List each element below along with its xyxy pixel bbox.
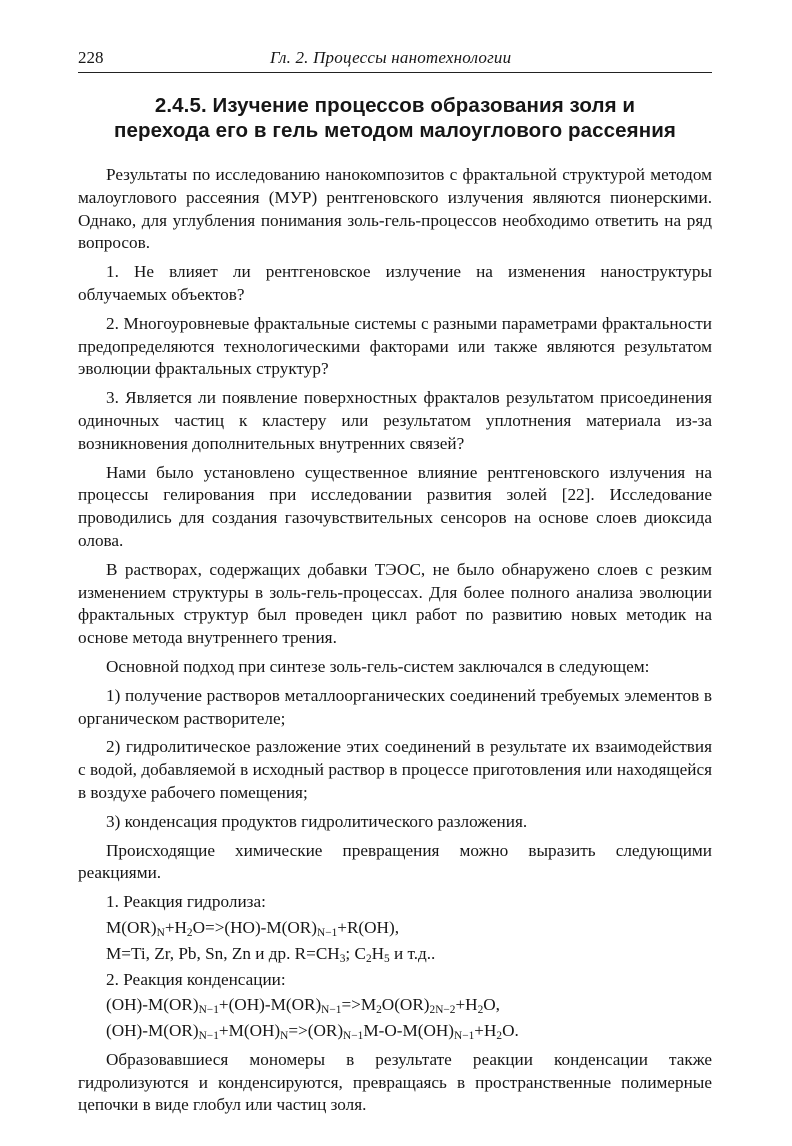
section-body <box>78 164 712 1117</box>
reactions-paragraph: Происходящие химические превращения можно выразить следующими реакциями. <box>78 840 712 883</box>
hydrolysis-label: 1. Реакция гидролиза: <box>106 892 266 912</box>
final-paragraph: Образовавшиеся мономеры в результате реакции конденсации также гидролизуются и конденсируются, превращаясь в пространственные полимерные цепочки в виде глобул или частиц золя. <box>78 1049 712 1115</box>
step-1: 1) получение растворов металлоорганических соединений требуемых элементов в органическом растворителе; <box>78 685 712 728</box>
metals-formula: M=Ti, Zr, Pb, Sn, Zn и др. $R=CH_3$; $C_2H_5$ и т.д.. <box>106 943 436 965</box>
approach-paragraph: Основной подход при синтезе золь-гель-систем заключался в следующем: <box>106 656 650 676</box>
question-1: 1. Не влияет ли рентгеновское излучение на изменения наноструктуры облучаемых объектов? <box>78 262 712 304</box>
intro-paragraph: Результаты по исследованию нанокомпозитов с фрактальной структурой методом малоуглового рассеяния (МУР) рентгеновского излучения являются пионерскими. Однако, для углубления понимания золь-гель-процессов необходимо ответить на ряд вопросов. <box>78 165 712 253</box>
step-2: 2) гидролитическое разложение этих соединений в результате их взаимодействия с водой, добавляемой в исходный раствор в процессе приготовления или находящейся в воздухе рабочего помещения; <box>78 737 712 802</box>
question-3: 3. Является ли появление поверхностных фракталов результатом присоединения одиночных частиц к кластеру или результатом уплотнения материала из-за возникновения дополнительных внутренних связей? <box>78 388 712 453</box>
running-title: Гл. 2. Процессы нанотехнологии <box>270 48 512 67</box>
condensation-formula-1: $(OH)-M(OR)_{N-1}+(OH)-M(OR)_{N-1}=>M_2O(OR)_{2N-2}+H_2O$, <box>106 995 500 1017</box>
question-2: 2. Многоуровневые фрактальные системы с разными параметрами фрактальности предопределяются технологическими факторами или также являются результатом эволюции фрактальных структур? <box>78 313 712 379</box>
influence-paragraph: Нами было установлено существенное влияние рентгеновского излучения на процессы гелирования при исследовании развития золей [22]. Исследование проводились для создания газочувствительных сенсоров на основе слоев диоксида олова. <box>78 462 712 550</box>
section-title-line-1: 2.4.5. Изучение процессов образования золя и <box>154 94 636 117</box>
page-header <box>78 44 712 73</box>
teos-paragraph: В растворах, содержащих добавки ТЭОС, не было обнаружено слоев с резким изменением структуры в золь-гель-процессах. Для более полного анализа эволюции фрактальных структур был проведен цикл работ по развитию новых методик на основе метода внутреннего трения. <box>78 559 712 648</box>
book-page <box>78 44 712 1123</box>
condensation-formula-2: $(OH)-M(OR)_{N-1}+M(OH)_N=>(OR)_{N-1}M-O-M(OH)_{N-1}+H_2O$. <box>106 1021 519 1042</box>
hydrolysis-formula: $M(OR)_N+H_2O=>(HO)-M(OR)_{N-1}+R(OH)$, <box>106 917 399 939</box>
step-3: 3) конденсация продуктов гидролитического разложения. <box>106 811 528 831</box>
page-number: 228 <box>78 48 104 67</box>
section-title-line-2: перехода его в гель методом малоуглового рассеяния <box>114 119 676 142</box>
condensation-label: 2. Реакция конденсации: <box>106 969 286 989</box>
section-title <box>78 93 712 143</box>
